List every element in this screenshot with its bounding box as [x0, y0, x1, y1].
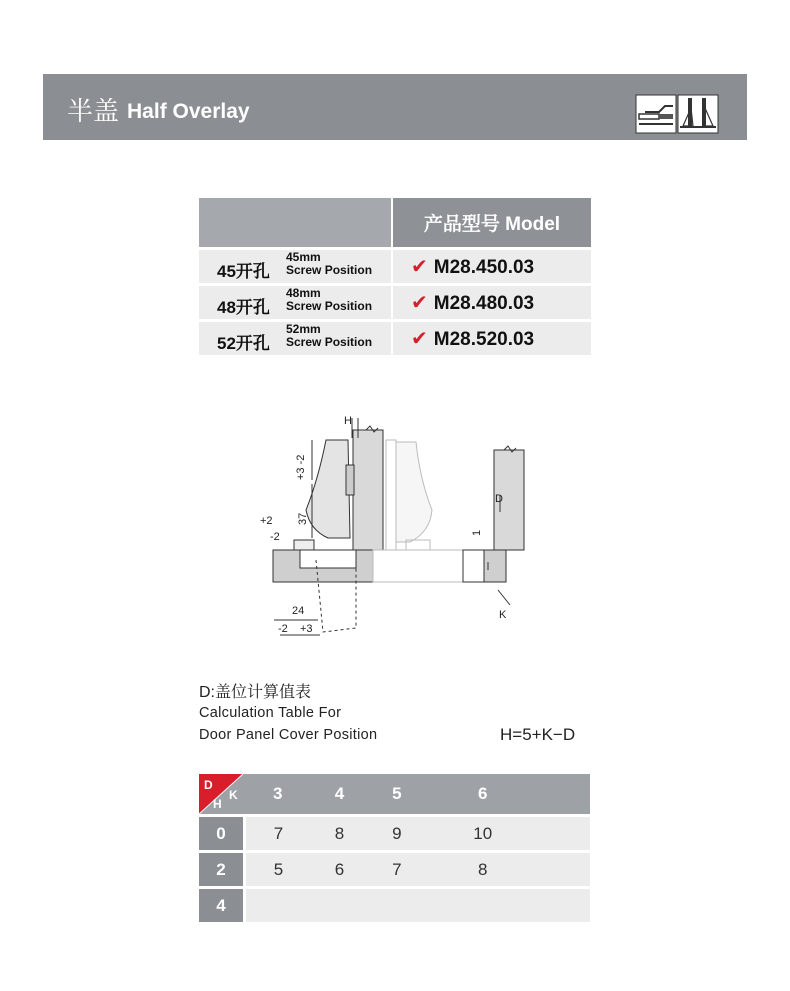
screw-position-label: Screw Position [286, 298, 373, 313]
table-cell: 9 [368, 816, 425, 852]
check-icon: ✔ [411, 291, 428, 314]
header-icons [635, 94, 719, 139]
h-value: 4 [199, 888, 245, 923]
hinge-technical-drawing [248, 410, 538, 640]
h-value: 0 [199, 816, 245, 852]
dim-plus2-label: +2 [260, 515, 273, 527]
table-row [199, 320, 591, 355]
dim-h-label: H [344, 415, 352, 427]
calc-title: D:盖位计算值表 [199, 684, 312, 701]
hole-size: 48开孔 [217, 297, 270, 317]
table-cell: 10 [425, 816, 540, 852]
table-cell: 7 [245, 816, 311, 852]
door-panel [353, 430, 383, 550]
k-header: 5 [368, 774, 425, 816]
calc-table [199, 774, 590, 922]
title-en: Half Overlay [127, 100, 250, 123]
model-number: M28.520.03 [433, 328, 535, 350]
k-header: 3 [245, 774, 311, 816]
half-overlay-diagram-icon [636, 95, 676, 133]
screw-position-label: Screw Position [286, 262, 373, 277]
table-row [199, 852, 590, 888]
screw-position-label: Screw Position [286, 334, 373, 349]
adj-minus2-label: -2 [278, 623, 288, 635]
hole-size: 52开孔 [217, 333, 270, 353]
hinge-pair-icon [678, 95, 718, 133]
dim-k-label: K [499, 609, 507, 621]
corner-d-label: D [204, 778, 213, 792]
adj-plus3-label: +3 [300, 623, 313, 635]
dim-24-label: 24 [292, 605, 305, 617]
corner-k-label: K [229, 788, 238, 802]
table-cell: 7 [368, 852, 425, 888]
page-header [43, 74, 747, 140]
table-row [199, 284, 591, 320]
table-cell: 8 [425, 852, 540, 888]
screw-mm: 48mm [286, 285, 321, 300]
table-cell [425, 888, 540, 923]
formula: H=5+K−D [500, 725, 576, 744]
table-cell [368, 888, 425, 923]
table-cell [311, 888, 368, 923]
model-column-header: 产品型号 Model [392, 198, 591, 248]
model-number: M28.450.03 [433, 256, 535, 278]
page-title [67, 91, 250, 128]
k-header: 6 [425, 774, 540, 816]
model-table [199, 198, 591, 355]
dim-minus2-label: -2 [270, 531, 280, 543]
check-icon: ✔ [411, 255, 428, 278]
dim-d-label: D [495, 493, 503, 505]
screw-mm: 52mm [286, 321, 321, 336]
table-cell: 5 [245, 852, 311, 888]
check-icon: ✔ [411, 327, 428, 350]
table-row [199, 888, 590, 923]
screw-mm: 45mm [286, 249, 321, 264]
table-row [199, 248, 591, 284]
table-cell: 8 [311, 816, 368, 852]
table-cell: 6 [311, 852, 368, 888]
calc-table-header [199, 774, 590, 816]
calc-subtitle-2: Door Panel Cover Position [199, 727, 378, 743]
dim-1-label: 1 [471, 529, 483, 536]
calc-subtitle-1: Calculation Table For [199, 705, 342, 721]
hole-size: 45开孔 [217, 261, 270, 281]
dim-37-label: 37 [297, 512, 309, 525]
model-table-header [199, 198, 591, 248]
corner-cell [199, 774, 245, 816]
model-number: M28.480.03 [433, 292, 535, 314]
dim-plus3-minus2-label: +3 -2 [295, 454, 307, 480]
h-value: 2 [199, 852, 245, 888]
k-header: 4 [311, 774, 368, 816]
table-row [199, 816, 590, 852]
corner-h-label: H [213, 797, 222, 811]
title-cn: 半盖 [67, 96, 120, 126]
table-cell [245, 888, 311, 923]
hinge-arm [306, 440, 350, 538]
